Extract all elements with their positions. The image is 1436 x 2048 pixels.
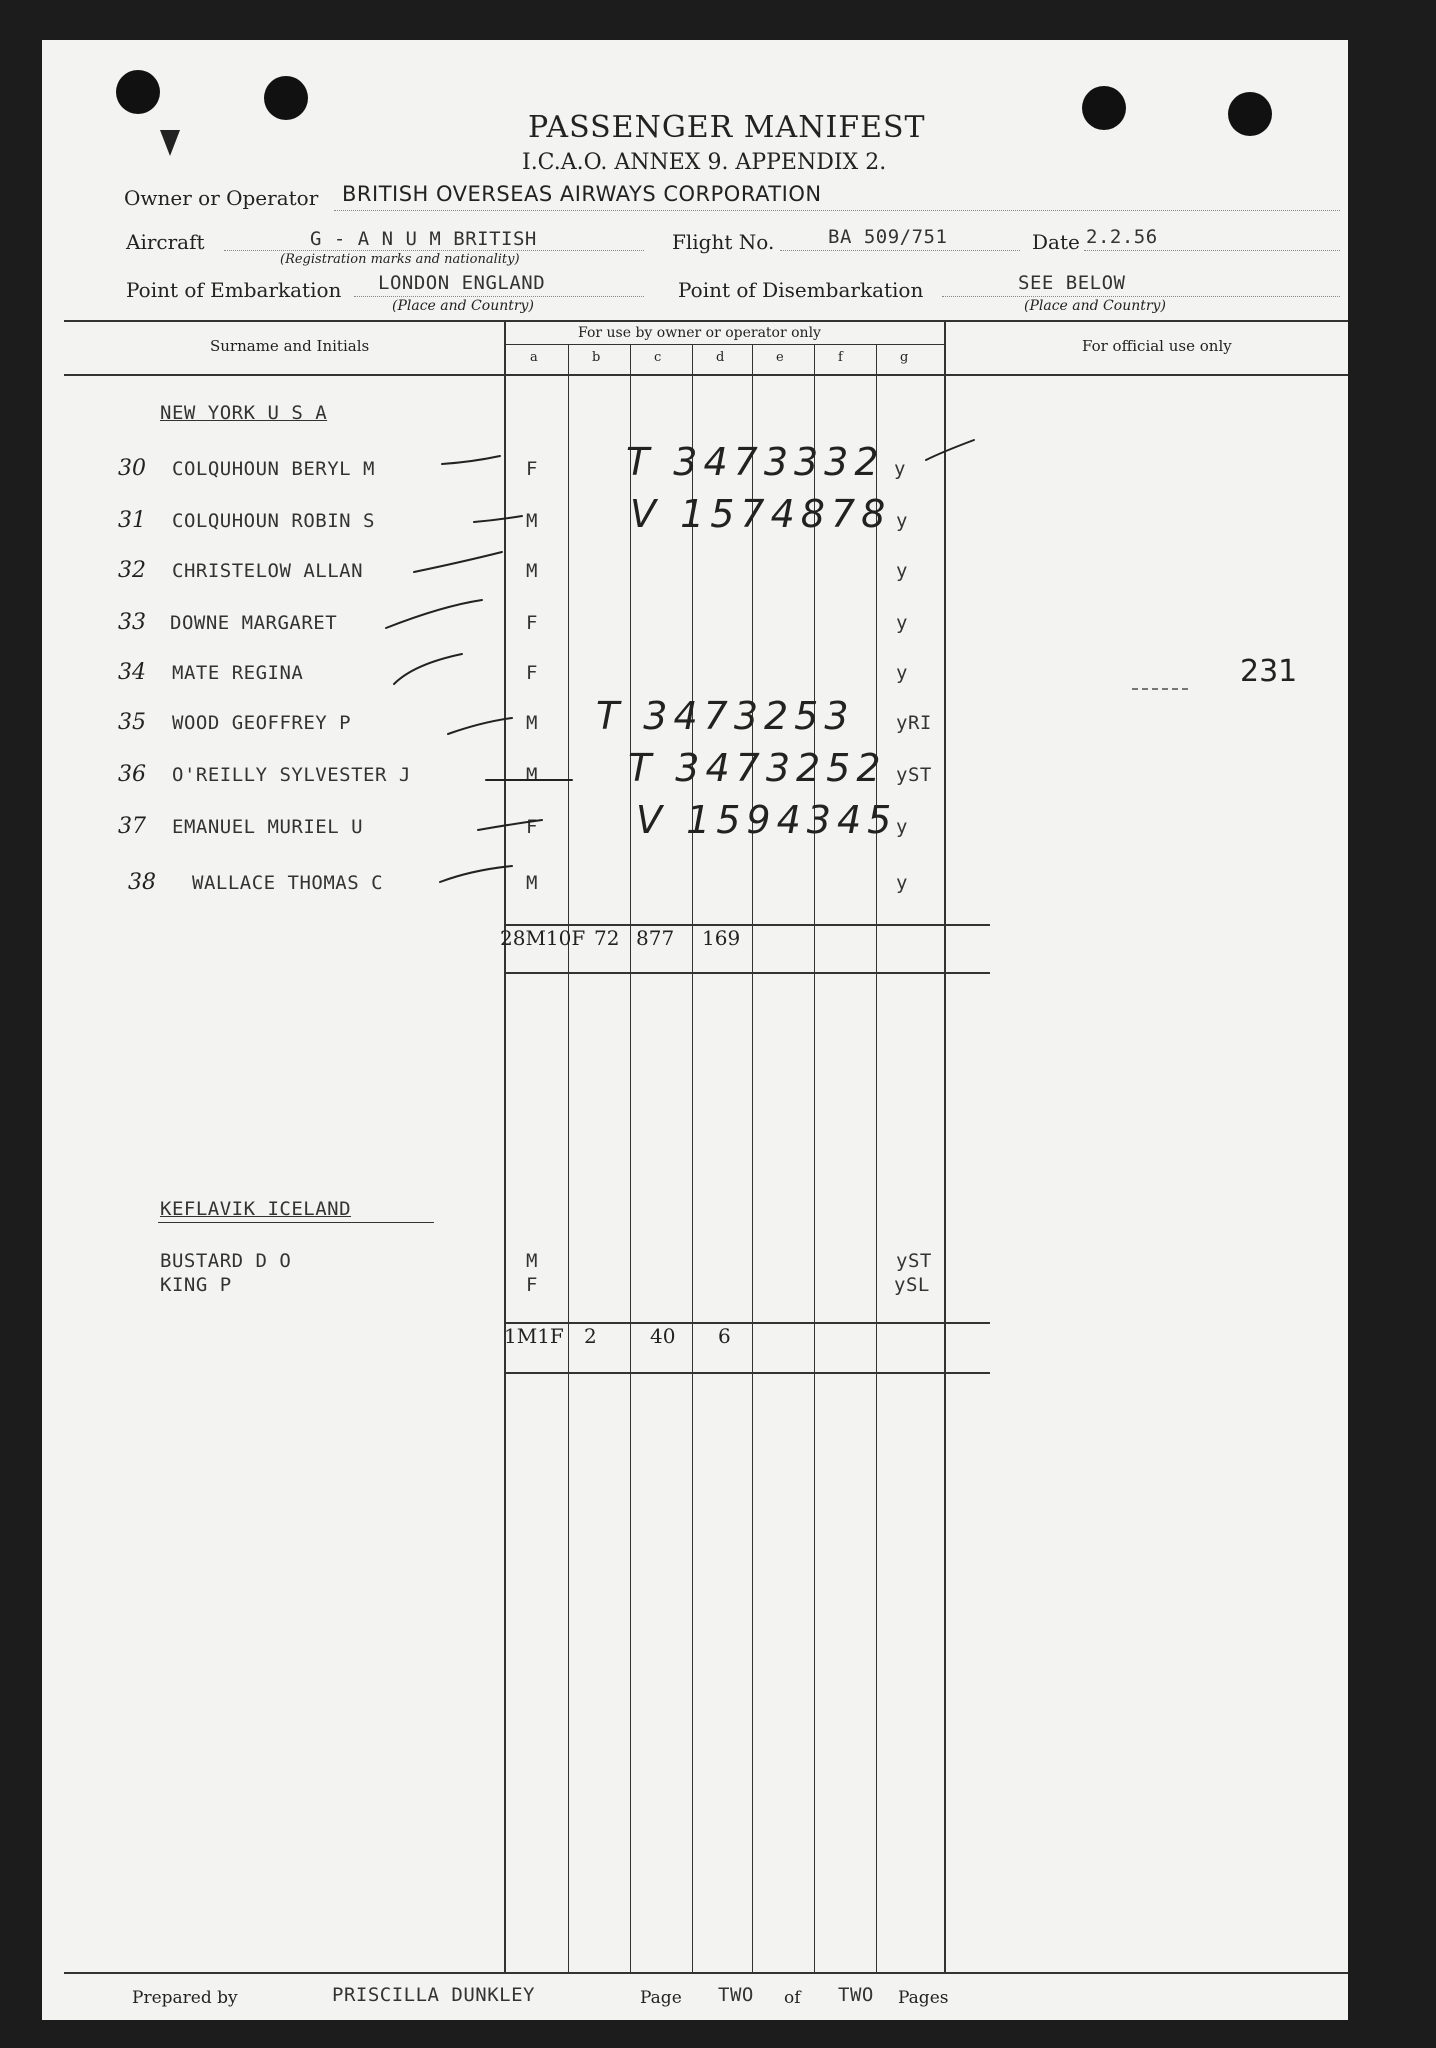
passenger-name: WALLACE THOMAS C [192,872,384,894]
embark-label: Point of Embarkation [126,278,342,302]
passenger-sex: M [526,560,538,582]
row-number: 31 [118,508,146,533]
passenger-code: yST [896,1250,932,1272]
owner-label: Owner or Operator [124,186,319,210]
passport-note: T 3473253 [596,694,855,738]
passenger-code: y [894,458,906,480]
total-c: 877 [636,926,675,950]
passenger-sex: F [526,816,538,838]
totals-top-rule [504,1322,990,1324]
of-value: TWO [838,1984,874,2006]
check-strokes [42,40,1348,940]
passport-note: T 3473252 [628,746,887,790]
passport-note: V 1594345 [636,798,898,842]
passenger-sex: F [526,458,538,480]
passenger-name: MATE REGINA [172,662,304,684]
totals-bottom-rule [504,972,990,974]
passenger-sex: F [526,662,538,684]
section-heading-new-york: NEW YORK U S A [160,402,328,424]
disembark-value: SEE BELOW [1018,272,1126,294]
row-number: 33 [118,610,146,635]
section-heading-keflavik: KEFLAVIK ICELAND [160,1198,352,1220]
aircraft-value: G - A N U M BRITISH [310,228,537,250]
official-dashes [1132,688,1188,690]
passenger-name: COLQUHOUN BERYL M [172,458,375,480]
disembark-note: (Place and Country) [1024,298,1166,314]
passenger-name: COLQUHOUN ROBIN S [172,510,375,532]
passport-note: V 1574878 [630,492,892,536]
passenger-sex: M [526,764,538,786]
total-a: 28M10F [500,926,586,950]
total-d: 6 [718,1324,731,1348]
passenger-name: KING P [160,1274,232,1296]
passenger-sex: M [526,712,538,734]
total-a: 1M1F [504,1324,564,1348]
passenger-name: EMANUEL MURIEL U [172,816,364,838]
flight-value: BA 509/751 [828,226,948,248]
official-use-header: For official use only [1082,337,1232,355]
total-d: 169 [702,926,741,950]
embark-value: LONDON ENGLAND [378,272,546,294]
passenger-sex: M [526,510,538,532]
row-number: 32 [118,558,146,583]
manifest-sheet [42,40,1348,2020]
passenger-name: BUSTARD D O [160,1250,292,1272]
owner-value: BRITISH OVERSEAS AIRWAYS CORPORATION [342,182,822,206]
row-number: 34 [118,660,146,685]
row-number: 30 [118,456,146,481]
disembark-label: Point of Disembarkation [678,278,924,302]
page-value: TWO [718,1984,754,2006]
passenger-sex: M [526,1250,538,1272]
page-title: PASSENGER MANIFEST [528,110,926,145]
col-b-header: b [592,350,601,365]
passenger-code: yRI [896,712,932,734]
passport-note: T 3473332 [626,440,885,484]
aircraft-label: Aircraft [126,230,205,254]
passenger-code: yST [896,764,932,786]
row-number: 37 [118,814,146,839]
total-c: 40 [650,1324,676,1348]
col-e-header: e [776,350,784,365]
passenger-sex: F [526,612,538,634]
surname-column-header: Surname and Initials [210,337,370,355]
prepared-by-value: PRISCILLA DUNKLEY [332,1984,535,2006]
registration-note: (Registration marks and nationality) [280,252,520,267]
passenger-sex: M [526,872,538,894]
keflavik-underline [158,1222,434,1223]
total-b: 2 [584,1324,597,1348]
date-value: 2.2.56 [1086,226,1158,248]
date-label: Date [1032,230,1080,254]
passenger-code: y [896,816,908,838]
col-a-header: a [530,350,538,365]
passenger-sex: F [526,1274,538,1296]
official-number: 231 [1240,654,1298,689]
page-subtitle: I.C.A.O. ANNEX 9. APPENDIX 2. [522,150,887,175]
pages-label: Pages [898,1988,949,2008]
passenger-name: CHRISTELOW ALLAN [172,560,364,582]
flight-label: Flight No. [672,230,775,254]
row-number: 36 [118,762,146,787]
col-g-header: g [900,350,909,365]
passenger-code: ySL [894,1274,930,1296]
passenger-name: DOWNE MARGARET [170,612,338,634]
footer-rule [64,1972,1348,1974]
passenger-code: y [896,662,908,684]
passenger-name: O'REILLY SYLVESTER J [172,764,411,786]
passenger-code: y [896,612,908,634]
col-f-header: f [838,350,843,365]
prepared-by-label: Prepared by [132,1988,238,2008]
passenger-code: y [896,510,908,532]
row-number: 35 [118,710,146,735]
passenger-name: WOOD GEOFFREY P [172,712,352,734]
total-b: 72 [594,926,620,950]
passenger-code: y [896,560,908,582]
embark-note: (Place and Country) [392,298,534,314]
page-label: Page [640,1988,682,2008]
of-label: of [784,1988,801,2008]
totals-bottom-rule [504,1372,990,1374]
col-d-header: d [716,350,725,365]
passenger-code: y [896,872,908,894]
col-c-header: c [654,350,662,365]
row-number: 38 [128,870,156,895]
operator-use-header: For use by owner or operator only [578,325,821,341]
